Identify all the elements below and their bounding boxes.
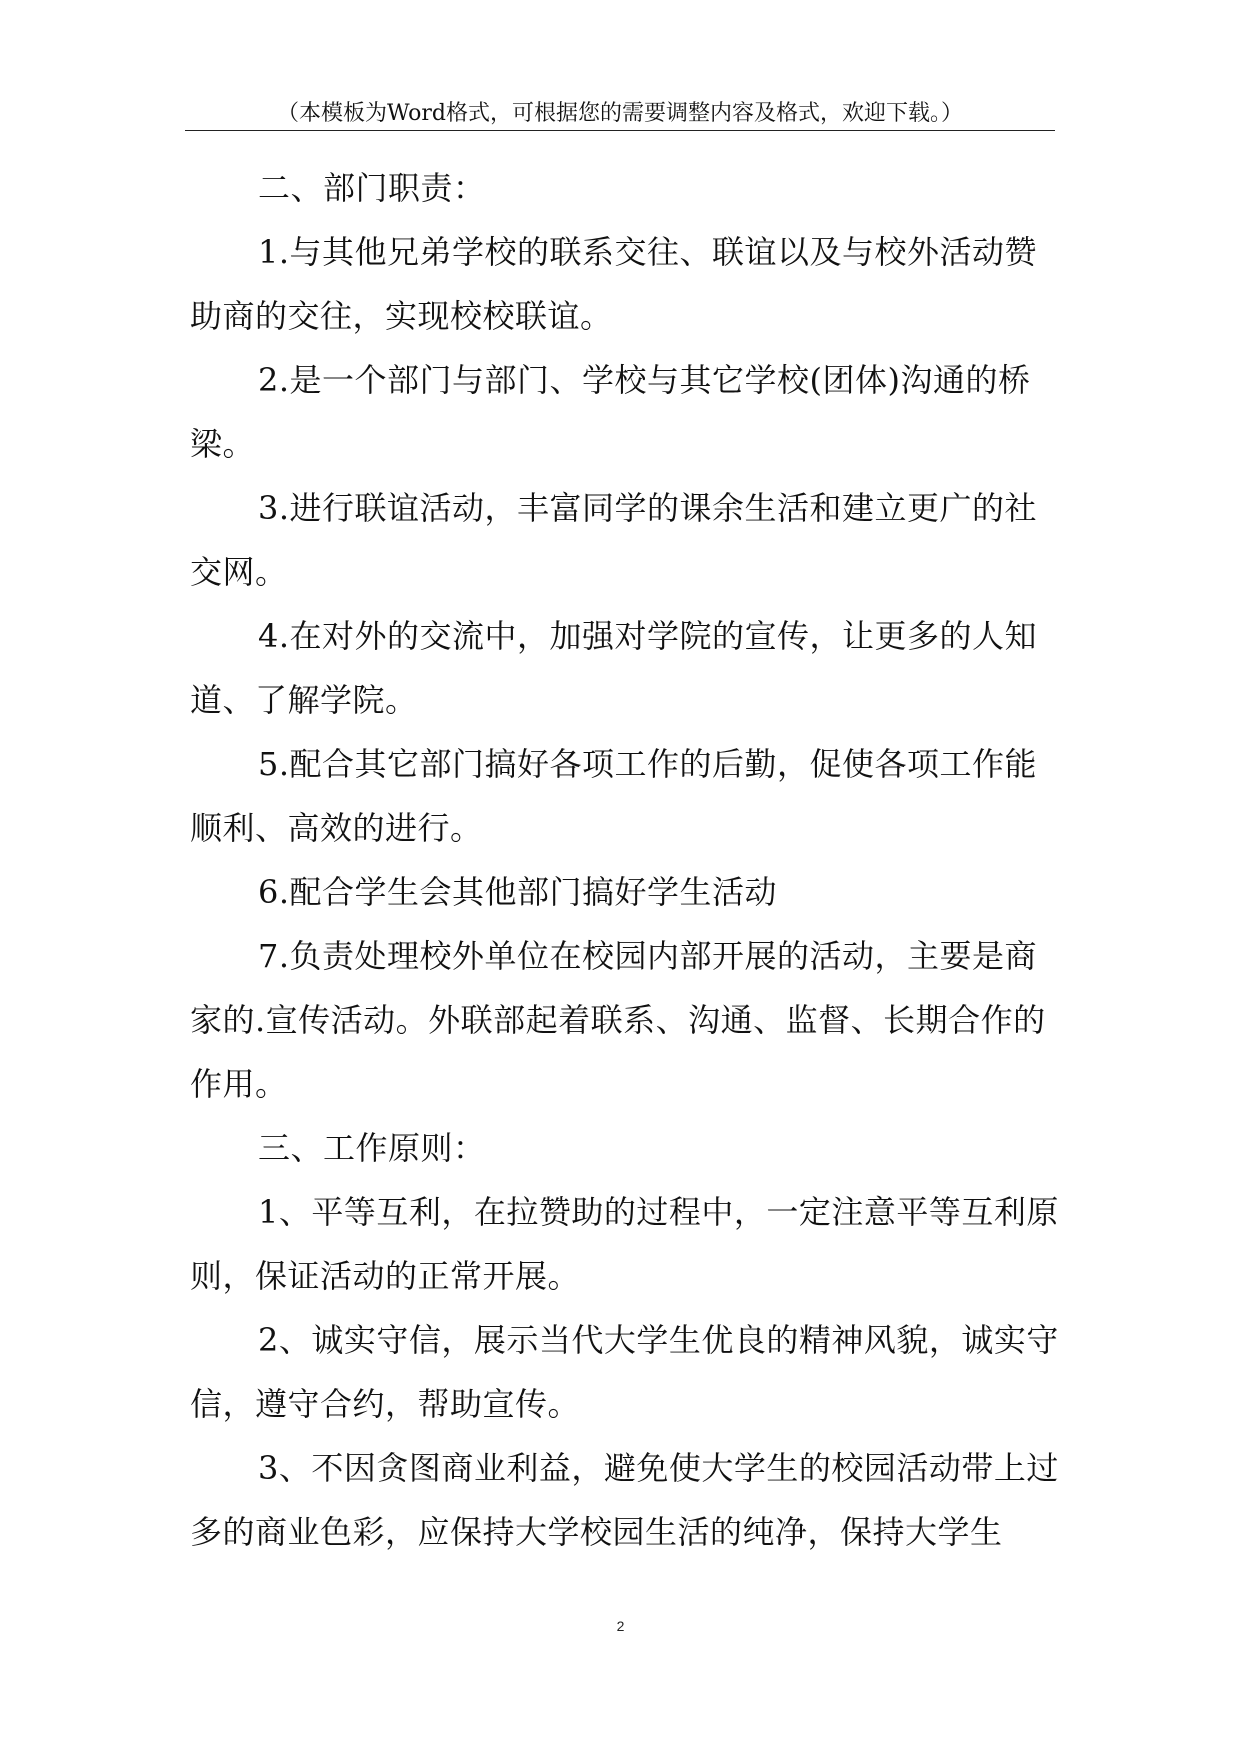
principle-item-3: 3、不因贪图商业利益，避免使大学生的校园活动带上过多的商业色彩，应保持大学校园生活的纯净，保持大学生 bbox=[190, 1449, 1059, 1551]
duty-item-5: 5.配合其它部门搞好各项工作的后勤，促使各项工作能顺利、高效的进行。 bbox=[190, 745, 1038, 847]
template-note-header: （本模板为Word格式，可根据您的需要调整内容及格式，欢迎下载。） bbox=[277, 101, 963, 126]
document-body bbox=[190, 156, 1060, 1564]
duty-item-2: 2.是一个部门与部门、学校与其它学校(团体)沟通的桥梁。 bbox=[190, 361, 1031, 463]
page-number: 2 bbox=[616, 1618, 625, 1634]
header-divider bbox=[185, 130, 1055, 131]
duty-item-7: 7.负责处理校外单位在校园内部开展的活动，主要是商家的.宣传活动。外联部起着联系、沟通、监督、长期合作的作用。 bbox=[190, 937, 1046, 1103]
duty-item-4: 4.在对外的交流中，加强对学院的宣传，让更多的人知道、了解学院。 bbox=[190, 617, 1038, 719]
section-heading-duties: 二、部门职责： bbox=[258, 169, 486, 207]
principle-item-2: 2、诚实守信，展示当代大学生优良的精神风貌，诚实守信，遵守合约，帮助宣传。 bbox=[190, 1321, 1059, 1423]
duty-item-1: 1.与其他兄弟学校的联系交往、联谊以及与校外活动赞助商的交往，实现校校联谊。 bbox=[190, 233, 1038, 335]
duty-item-6: 6.配合学生会其他部门搞好学生活动 bbox=[258, 873, 778, 911]
section-heading-principles: 三、工作原则： bbox=[258, 1129, 486, 1167]
duty-item-3: 3.进行联谊活动，丰富同学的课余生活和建立更广的社交网。 bbox=[190, 489, 1038, 591]
principle-item-1: 1、平等互利，在拉赞助的过程中，一定注意平等互利原则，保证活动的正常开展。 bbox=[190, 1193, 1059, 1295]
